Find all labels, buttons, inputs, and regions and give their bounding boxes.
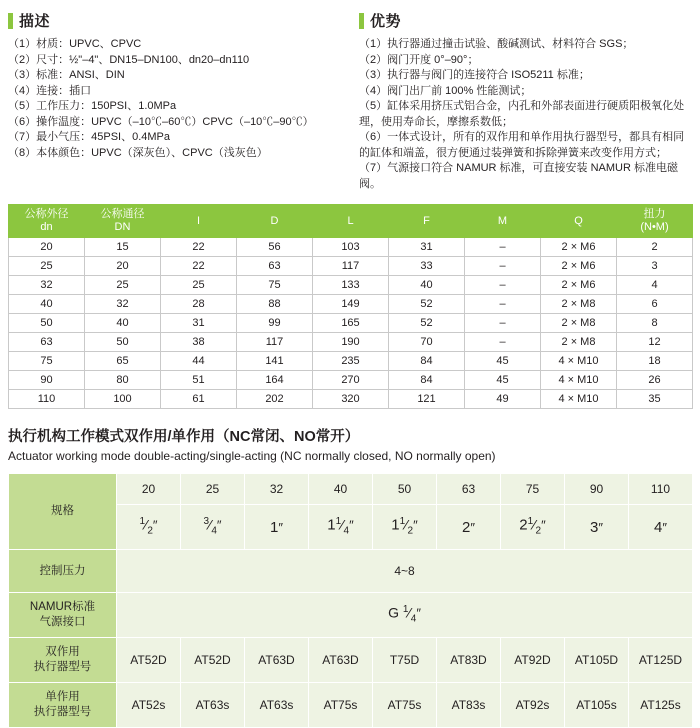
row-label-double-acting: [9, 638, 117, 683]
cell-model: AT63s: [181, 683, 245, 728]
cell-model: AT92s: [501, 683, 565, 728]
column-header-dn-outer: [9, 205, 85, 238]
row-label-namur: [9, 593, 117, 638]
description-title: 描述: [19, 13, 51, 30]
cell-namur-value: [117, 593, 693, 638]
cell-size-mm: 90: [565, 474, 629, 505]
cell: 2 × M8: [541, 295, 617, 314]
cell-size-inch: [565, 505, 629, 550]
advantages-column: [359, 10, 692, 192]
cell: 52: [389, 314, 465, 333]
cell: 25: [85, 276, 161, 295]
advantages-heading: [359, 10, 692, 31]
label-line: 执行器型号: [33, 706, 92, 718]
cell: 84: [389, 371, 465, 390]
fraction: 3″: [590, 518, 603, 536]
cell-model: AT83s: [437, 683, 501, 728]
cell-model: AT83D: [437, 638, 501, 683]
cell: 22: [161, 257, 237, 276]
list-item: （1）材质：UPVC、CPVC: [8, 38, 142, 50]
cell: 117: [237, 333, 313, 352]
cell: 20: [9, 238, 85, 257]
column-header-q: [541, 205, 617, 238]
column-header-dn-nominal: [85, 205, 161, 238]
cell-size-mm: 20: [117, 474, 181, 505]
cell: 18: [617, 352, 693, 371]
fraction: 4″: [654, 518, 667, 536]
cell-model: AT92D: [501, 638, 565, 683]
cell-size-mm: 75: [501, 474, 565, 505]
table-row: [9, 371, 693, 390]
fraction: $1^1⁄_2''$: [391, 516, 418, 537]
cell: 80: [85, 371, 161, 390]
table-row: [9, 257, 693, 276]
cell-model: AT105s: [565, 683, 629, 728]
dimension-table-wrap: [0, 192, 700, 409]
fraction: $2^1⁄_2''$: [519, 516, 546, 537]
column-header-d: [237, 205, 313, 238]
column-header-i: [161, 205, 237, 238]
list-item: （5）工作压力：150PSI、1.0MPa: [8, 100, 177, 112]
cell: 149: [313, 295, 389, 314]
cell: 2 × M6: [541, 276, 617, 295]
list-item: （5）缸体采用挤压式铝合金，内孔和外部表面进行硬质阳极氧化处理，使用寿命长，摩擦系数低；: [359, 100, 685, 128]
cell-size-inch: [501, 505, 565, 550]
cell: –: [465, 295, 541, 314]
cell: 40: [85, 314, 161, 333]
list-item: （4）连接：插口: [8, 84, 92, 97]
cell-size-inch: [629, 505, 693, 550]
list-item: （2）阀门开度 0°–90°；: [359, 53, 479, 66]
cell-size-inch: [181, 505, 245, 550]
table-row-double-acting: [9, 638, 693, 683]
cell: 235: [313, 352, 389, 371]
header-line: (N•M): [640, 221, 669, 233]
header-line: F: [423, 214, 430, 227]
list-item: （8）本体颜色：UPVC（深灰色）、CPVC（浅灰色）: [8, 146, 268, 159]
table-row-single-acting: [9, 683, 693, 728]
label-line: 单作用: [45, 691, 80, 703]
section-heading: [0, 409, 700, 465]
label-line: 执行器型号: [33, 661, 92, 673]
cell: 88: [237, 295, 313, 314]
cell-model: AT63s: [245, 683, 309, 728]
cell: 6: [617, 295, 693, 314]
header-line: I: [196, 214, 201, 227]
cell: 44: [161, 352, 237, 371]
cell: 32: [9, 276, 85, 295]
cell: 52: [389, 295, 465, 314]
table-row: [9, 390, 693, 409]
fraction: G $^1⁄_4''$: [388, 604, 421, 625]
cell: –: [465, 238, 541, 257]
description-heading: [8, 10, 341, 31]
fraction: $^1⁄_2''$: [139, 516, 158, 537]
header-line: L: [347, 214, 354, 227]
list-item: （3）标准：ANSI、DIN: [8, 69, 125, 81]
cell: 117: [313, 257, 389, 276]
cell-size-mm: 40: [309, 474, 373, 505]
advantages-list: [359, 37, 692, 192]
list-item: （6）操作温度：UPVC（–10℃–60℃）CPVC（–10℃–90℃）: [8, 115, 314, 128]
cell: 100: [85, 390, 161, 409]
header-line: 公称通径: [100, 208, 145, 220]
cell-model: T75D: [373, 638, 437, 683]
fraction: $1^1⁄_4''$: [327, 516, 354, 537]
dimension-table: [8, 204, 693, 409]
cell: 63: [237, 257, 313, 276]
table-row: [9, 238, 693, 257]
cell: 32: [85, 295, 161, 314]
label-line: 双作用: [45, 646, 80, 658]
table-row-pressure: [9, 550, 693, 593]
list-item: （2）尺寸：½"–4"、DN15–DN100、dn20–dn110: [8, 53, 250, 66]
cell-model: AT125s: [629, 683, 693, 728]
cell: 2 × M6: [541, 238, 617, 257]
cell: 4 × M10: [541, 371, 617, 390]
cell: 50: [85, 333, 161, 352]
cell: 25: [9, 257, 85, 276]
cell: 4 × M10: [541, 352, 617, 371]
section-title-en: Actuator working mode double-acting/single-acting (NC normally closed, NO normally open): [8, 449, 496, 463]
cell-model: AT52D: [117, 638, 181, 683]
cell: 22: [161, 238, 237, 257]
cell-size-mm: 32: [245, 474, 309, 505]
fraction: 1″: [270, 518, 283, 536]
cell: –: [465, 314, 541, 333]
cell: 90: [9, 371, 85, 390]
cell: 56: [237, 238, 313, 257]
cell-size-mm: 63: [437, 474, 501, 505]
column-header-torque: [617, 205, 693, 238]
cell: 50: [9, 314, 85, 333]
cell-size-inch: [437, 505, 501, 550]
table-row-spec-mm: [9, 474, 693, 505]
cell: 45: [465, 352, 541, 371]
cell: 2 × M6: [541, 257, 617, 276]
header-line: 公称外径: [24, 208, 69, 220]
description-list: [8, 37, 341, 161]
header-line: 扭力: [643, 208, 666, 220]
actuator-table-wrap: [0, 465, 700, 728]
cell: 35: [617, 390, 693, 409]
cell-size-mm: 110: [629, 474, 693, 505]
cell: 133: [313, 276, 389, 295]
cell: 4 × M10: [541, 390, 617, 409]
table-row: [9, 295, 693, 314]
header-line: M: [497, 214, 508, 227]
header-line: Q: [574, 214, 583, 227]
cell: 45: [465, 371, 541, 390]
actuator-table: [8, 473, 693, 728]
cell-model: AT75s: [309, 683, 373, 728]
column-header-f: [389, 205, 465, 238]
header-line: DN: [114, 221, 131, 233]
cell: 84: [389, 352, 465, 371]
row-label-pressure: 控制压力: [9, 550, 117, 593]
cell: –: [465, 257, 541, 276]
cell: 75: [9, 352, 85, 371]
cell: 40: [389, 276, 465, 295]
cell: 25: [161, 276, 237, 295]
cell-size-inch: [245, 505, 309, 550]
cell: 110: [9, 390, 85, 409]
list-item: （7）气源接口符合 NAMUR 标准，可直接安装 NAMUR 标准电磁阀。: [359, 162, 679, 190]
row-label-spec: 规格: [9, 474, 117, 550]
cell-size-mm: 25: [181, 474, 245, 505]
cell: 2 × M8: [541, 314, 617, 333]
cell: 190: [313, 333, 389, 352]
list-item: （4）阀门出厂前 100% 性能测试；: [359, 84, 532, 97]
advantages-title: 优势: [370, 13, 402, 30]
column-header-l: [313, 205, 389, 238]
description-column: [8, 10, 341, 192]
cell: 49: [465, 390, 541, 409]
cell: 141: [237, 352, 313, 371]
cell: 164: [237, 371, 313, 390]
table-header-row: [9, 205, 693, 238]
header-line: dn: [40, 221, 53, 233]
cell: 61: [161, 390, 237, 409]
fraction: $^3⁄_4''$: [203, 516, 222, 537]
cell-model: AT63D: [245, 638, 309, 683]
cell-size-mm: 50: [373, 474, 437, 505]
cell: 40: [9, 295, 85, 314]
cell: 165: [313, 314, 389, 333]
cell: 320: [313, 390, 389, 409]
cell: 26: [617, 371, 693, 390]
cell: 31: [389, 238, 465, 257]
table-row: [9, 333, 693, 352]
cell: 31: [161, 314, 237, 333]
cell: 28: [161, 295, 237, 314]
section-title-cn: 执行机构工作模式双作用/单作用（NC常闭、NO常开）: [8, 429, 360, 445]
cell-model: AT52D: [181, 638, 245, 683]
cell: 70: [389, 333, 465, 352]
column-header-m: [465, 205, 541, 238]
cell-pressure-value: 4~8: [117, 550, 693, 593]
cell-model: AT75s: [373, 683, 437, 728]
list-item: （7）最小气压：45PSI、0.4MPa: [8, 131, 170, 143]
list-item: （3）执行器与阀门的连接符合 ISO5211 标准；: [359, 69, 590, 81]
cell: 65: [85, 352, 161, 371]
cell-model: AT63D: [309, 638, 373, 683]
cell-model: AT52s: [117, 683, 181, 728]
list-item: （1）执行器通过撞击试验、酸碱测试、材料符合 SGS；: [359, 38, 634, 50]
fraction: 2″: [462, 518, 475, 536]
cell: 2: [617, 238, 693, 257]
cell: 99: [237, 314, 313, 333]
cell: –: [465, 333, 541, 352]
cell: 121: [389, 390, 465, 409]
cell: 15: [85, 238, 161, 257]
cell: 202: [237, 390, 313, 409]
header-line: D: [270, 214, 279, 227]
list-item: （6）一体式设计，所有的双作用和单作用执行器型号，都具有相同的缸体和端盖，很方便通过装弹簧和拆除弹簧来改变作用方式；: [359, 131, 685, 159]
cell: 3: [617, 257, 693, 276]
cell-size-inch: [117, 505, 181, 550]
cell: 51: [161, 371, 237, 390]
table-row: [9, 352, 693, 371]
cell: 63: [9, 333, 85, 352]
green-bar-icon: [8, 13, 13, 29]
cell: 20: [85, 257, 161, 276]
table-row: [9, 314, 693, 333]
cell: 38: [161, 333, 237, 352]
green-bar-icon: [359, 13, 364, 29]
cell: 2 × M8: [541, 333, 617, 352]
cell: 75: [237, 276, 313, 295]
cell-model: AT105D: [565, 638, 629, 683]
cell: 103: [313, 238, 389, 257]
cell: –: [465, 276, 541, 295]
cell: 4: [617, 276, 693, 295]
table-row: [9, 276, 693, 295]
label-line: NAMUR标准: [29, 601, 96, 613]
top-columns: [0, 0, 700, 192]
cell: 270: [313, 371, 389, 390]
cell-size-inch: [309, 505, 373, 550]
cell-size-inch: [373, 505, 437, 550]
row-label-single-acting: [9, 683, 117, 728]
cell: 8: [617, 314, 693, 333]
cell: 33: [389, 257, 465, 276]
cell-model: AT125D: [629, 638, 693, 683]
cell: 12: [617, 333, 693, 352]
label-line: 气源接口: [39, 616, 86, 628]
table-row-namur: [9, 593, 693, 638]
